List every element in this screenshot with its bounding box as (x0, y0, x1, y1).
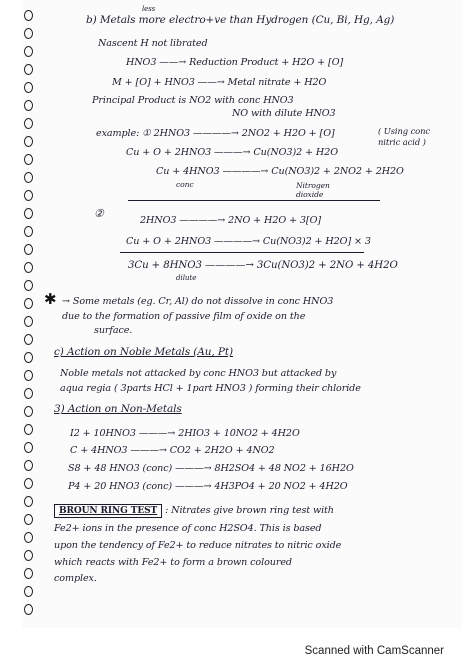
equation-line: 2HNO3 ————→ 2NO + H2O + 3[O] (140, 215, 321, 226)
note-line: which reacts with Fe2+ to form a brown coloured (54, 557, 292, 568)
binder-hole (24, 334, 33, 345)
note-line: NO with dilute HNO3 (232, 108, 336, 119)
binder-hole (24, 172, 33, 183)
brown-ring-test-box: BROUN RING TEST (54, 504, 162, 518)
binder-hole (24, 262, 33, 273)
binder-hole (24, 64, 33, 75)
sub-label: conc (176, 180, 194, 189)
note-line: Noble metals not attacked by conc HNO3 but attacked by (60, 368, 337, 379)
brown-ring-line (54, 505, 334, 516)
binder-hole (24, 442, 33, 453)
example-1-line: example: ① 2HNO3 ————→ 2NO2 + H2O + [O] (96, 128, 335, 139)
note-line: Principal Product is NO2 with conc HNO3 (92, 95, 294, 106)
binder-hole (24, 28, 33, 39)
binder-hole (24, 586, 33, 597)
binder-hole (24, 370, 33, 381)
binder-hole (24, 190, 33, 201)
note-line: complex. (54, 573, 97, 584)
binder-hole (24, 388, 33, 399)
equation-line: S8 + 48 HNO3 (conc) ———→ 8H2SO4 + 48 NO2 + 16H2O (68, 463, 354, 474)
binder-hole (24, 82, 33, 93)
binder-hole (24, 514, 33, 525)
binder-hole (24, 496, 33, 507)
divider-rule (120, 252, 364, 253)
equation-line: HNO3 ——→ Reduction Product + H2O + [O] (126, 57, 344, 68)
section-b-text: b) Metals more electro+ve than Hydrogen (Cu, Bi, Hg, Ag) (86, 14, 395, 26)
binder-hole (24, 550, 33, 561)
note-line: → Some metals (eg. Cr, Al) do not dissolve in conc HNO3 (62, 296, 334, 307)
brown-ring-text: : Nitrates give brown ring test with (165, 505, 334, 516)
binder-hole (24, 118, 33, 129)
binder-hole (24, 208, 33, 219)
binder-hole (24, 604, 33, 615)
note-line: surface. (94, 325, 133, 336)
binder-holes (24, 10, 38, 620)
binder-hole (24, 424, 33, 435)
note-line: Nascent H not librated (98, 38, 208, 49)
binder-hole (24, 226, 33, 237)
binder-hole (24, 244, 33, 255)
equation-line: Cu + O + 2HNO3 ————→ Cu(NO3)2 + H2O] × 3 (126, 236, 371, 247)
note-line: aqua regia ( 3parts HCl + 1part HNO3 ) forming their chloride (60, 383, 361, 394)
binder-hole (24, 100, 33, 111)
equation-line: P4 + 20 HNO3 (conc) ———→ 4H3PO4 + 20 NO2 + 4H2O (68, 481, 348, 492)
star-bullet-icon: ✱ (44, 290, 57, 308)
equation-line: 3Cu + 8HNO3 ————→ 3Cu(NO3)2 + 2NO + 4H2O (128, 260, 398, 271)
binder-hole (24, 280, 33, 291)
section-3-heading: 3) Action on Non-Metals (54, 403, 182, 415)
binder-hole (24, 478, 33, 489)
binder-hole (24, 316, 33, 327)
binder-hole (24, 10, 33, 21)
sub-label: Nitrogen dioxide (296, 181, 330, 199)
section-b-heading (86, 5, 395, 26)
less-correction: less (142, 5, 156, 13)
equation-line: Cu + 4HNO3 ————→ Cu(NO3)2 + 2NO2 + 2H2O (156, 166, 404, 177)
binder-hole (24, 46, 33, 57)
binder-hole (24, 568, 33, 579)
binder-hole (24, 352, 33, 363)
side-note: ( Using conc nitric acid ) (378, 126, 430, 147)
binder-hole (24, 154, 33, 165)
binder-hole (24, 136, 33, 147)
binder-hole (24, 298, 33, 309)
divider-rule (128, 200, 380, 201)
note-line: upon the tendency of Fe2+ to reduce nitrates to nitric oxide (54, 540, 342, 551)
note-line: due to the formation of passive film of oxide on the (62, 311, 306, 322)
equation-line: Cu + O + 2HNO3 ———→ Cu(NO3)2 + H2O (126, 147, 338, 158)
equation-line: C + 4HNO3 ———→ CO2 + 2H2O + 4NO2 (70, 445, 275, 456)
note-line: Fe2+ ions in the presence of conc H2SO4. This is based (54, 523, 322, 534)
binder-hole (24, 532, 33, 543)
equation-line: I2 + 10HNO3 ———→ 2HIO3 + 10NO2 + 4H2O (70, 428, 300, 439)
sub-label: dilute (176, 273, 197, 282)
example-2-marker: ② (94, 207, 104, 220)
scanner-watermark: Scanned with CamScanner (304, 645, 444, 657)
section-c-heading: c) Action on Noble Metals (Au, Pt) (54, 346, 233, 358)
binder-hole (24, 460, 33, 471)
equation-line: M + [O] + HNO3 ——→ Metal nitrate + H2O (112, 77, 327, 88)
binder-hole (24, 406, 33, 417)
